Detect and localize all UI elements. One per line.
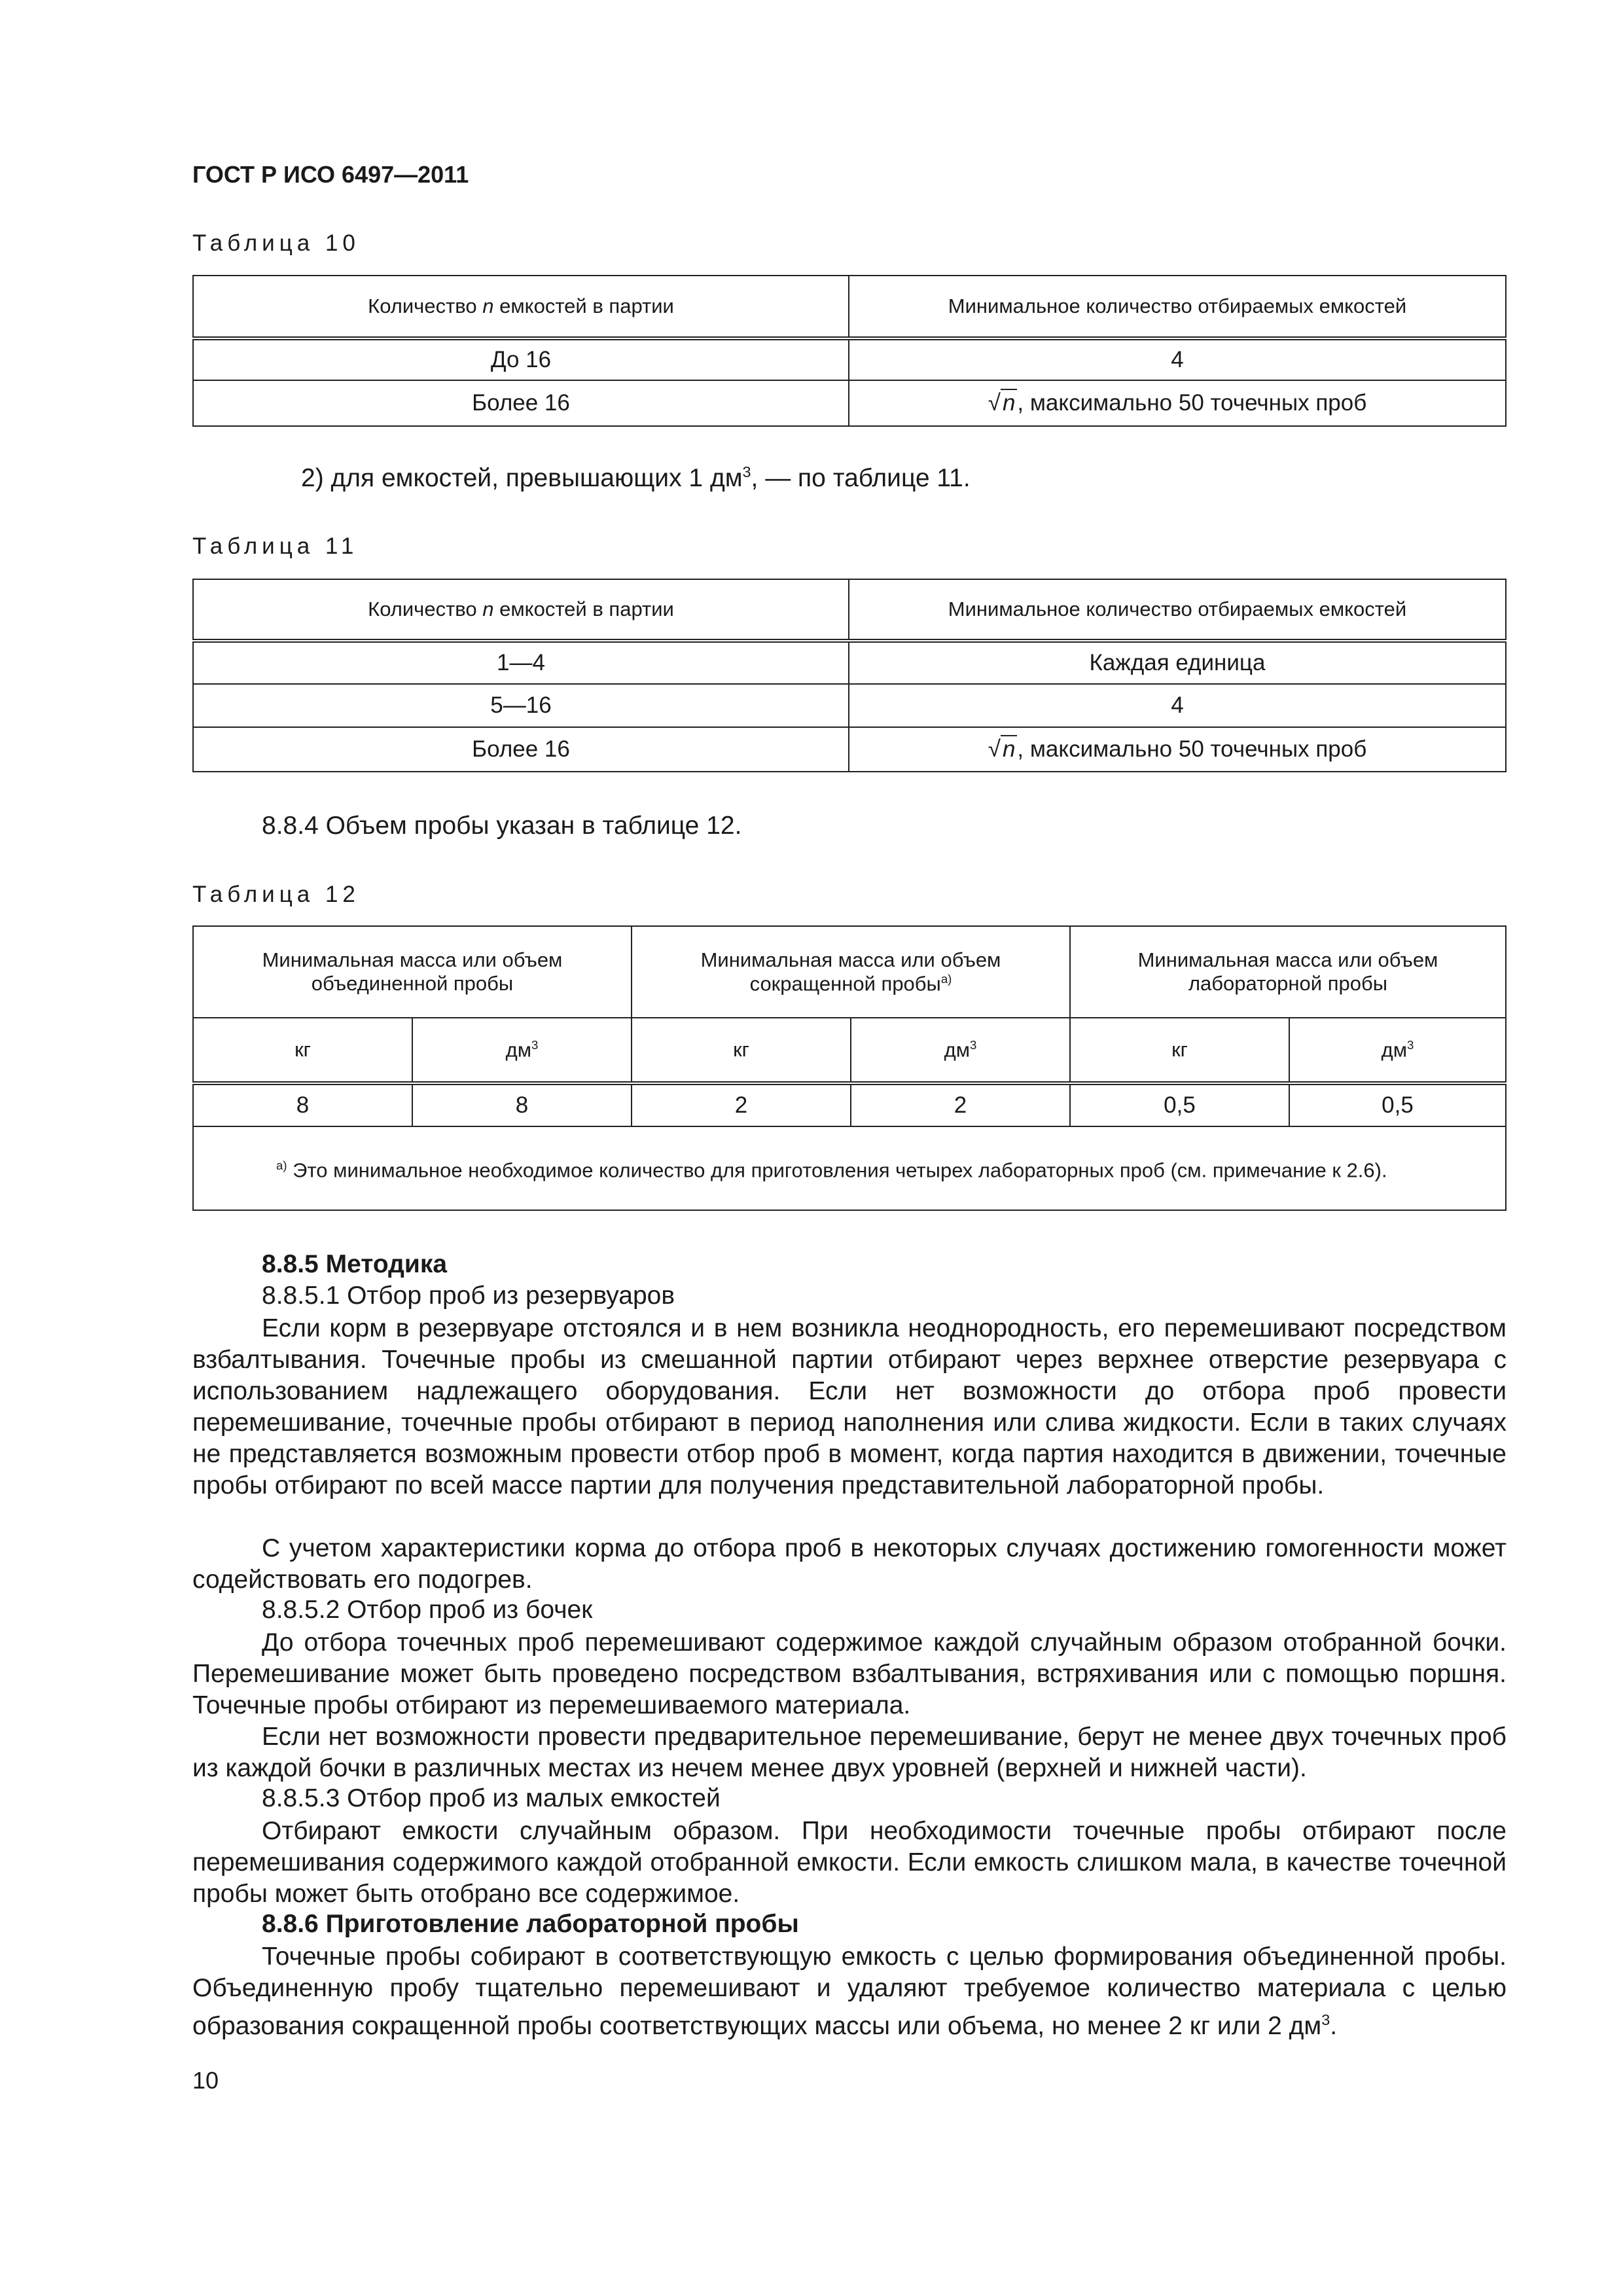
- table-cell: 5—16: [193, 684, 849, 727]
- table12-group-lab: Минимальная масса или объем лабораторной пробы: [1070, 926, 1506, 1018]
- unit-cell: кг: [193, 1018, 412, 1083]
- sqrt-symbol: √n: [988, 390, 1018, 416]
- table11-col2-header: Минимальное количество отбираемых емкостей: [849, 579, 1506, 641]
- table-cell: Более 16: [193, 380, 849, 426]
- table10-caption: Таблица 10: [192, 230, 360, 256]
- paragraph: Если корм в резервуаре отстоялся и в нем возникла неоднородность, его перемешивают посредством взбалтывания. Точечные пробы из смешанной партии отбирают через верхнее отверстие резервуара с использованием надлежащего оборудования. Если нет возможности до отбора проб провести перемешивание, точечные пробы отбирают в период наполнения или слива жидкости. Если в таких случаях не представляется возможным провести отбор проб в момент, когда партия находится в движении, точечные пробы отбирают по всей массе партии для получения представительной лабораторной пробы.: [192, 1314, 1507, 1499]
- table-cell: До 16: [193, 338, 849, 380]
- unit-cell: кг: [1070, 1018, 1289, 1083]
- value-cell: 8: [193, 1083, 412, 1126]
- table12-group-reduced: Минимальная масса или объем сокращенной пробы$^{а)}$: [632, 926, 1070, 1018]
- table12-caption: Таблица 12: [192, 882, 360, 907]
- table10-col2-header: Минимальное количество отбираемых емкостей: [849, 276, 1506, 338]
- table12: [192, 925, 1507, 1211]
- unit-cell: кг: [632, 1018, 851, 1083]
- table10: [192, 275, 1507, 427]
- section-8853-title: 8.8.5.3 Отбор проб из малых емкостей: [262, 1784, 721, 1812]
- paragraph: Точечные пробы собирают в соответствующую емкость с целью формирования объединенной пробы. Объединенную пробу тщательно перемешивают и удаляют требуемое количество материала с целью образования сокращенной пробы соответствующих массы или объема, но менее 2 кг или 2 $дм^3$.: [192, 1943, 1507, 2040]
- value-cell: 2: [851, 1083, 1070, 1126]
- paragraph-884: 8.8.4 Объем пробы указан в таблице 12.: [262, 812, 742, 840]
- table12-group-combined: Минимальная масса или объем объединенной пробы: [193, 926, 632, 1018]
- document-header: ГОСТ Р ИСО 6497—2011: [192, 161, 469, 188]
- paragraph: С учетом характеристики корма до отбора проб в некоторых случаях достижению гомогенности может содействовать его подогрев.: [192, 1534, 1507, 1594]
- table11: [192, 579, 1507, 772]
- table-cell: Каждая единица: [849, 641, 1506, 684]
- page-number: 10: [192, 2067, 219, 2094]
- table11-col1-header: Количество n емкостей в партии: [193, 579, 849, 641]
- table10-col1-header: Количество n емкостей в партии: [193, 276, 849, 338]
- sqrt-symbol: √n: [988, 736, 1018, 762]
- section-885-title: 8.8.5 Методика: [262, 1250, 448, 1278]
- paragraph: До отбора точечных проб перемешивают содержимое каждой случайным образом отобранной бочки. Перемешивание может быть проведено посредством взбалтывания, встряхивания или с помощью поршня. Точечные пробы отбирают из перемешиваемого материала.: [192, 1628, 1507, 1719]
- paragraph: Отбирают емкости случайным образом. При необходимости точечные пробы отбирают после перемешивания содержимого каждой отобранной емкости. Если емкость слишком мала, в качестве точечной пробы может быть отобрано все содержимое.: [192, 1817, 1507, 1908]
- unit-cell: $дм^3$: [412, 1018, 632, 1083]
- table-cell: √n, максимально 50 точечных проб: [849, 727, 1506, 772]
- value-cell: 8: [412, 1083, 632, 1126]
- section-8851-title: 8.8.5.1 Отбор проб из резервуаров: [262, 1282, 675, 1310]
- table-cell: 4: [849, 338, 1506, 380]
- table-cell: √n, максимально 50 точечных проб: [849, 380, 1506, 426]
- table12-footnote: $^{а)}$ Это минимальное необходимое количество для приготовления четырех лабораторных проб (см. примечание к 2.6).: [193, 1126, 1506, 1210]
- section-8852-title: 8.8.5.2 Отбор проб из бочек: [262, 1596, 593, 1624]
- value-cell: 0,5: [1070, 1083, 1289, 1126]
- paragraph-table11-ref: 2) для емкостей, превышающих 1 $дм^3$, — по таблице 11.: [301, 463, 971, 492]
- unit-cell: $дм^3$: [1289, 1018, 1506, 1083]
- section-886-title: 8.8.6 Приготовление лабораторной пробы: [262, 1910, 799, 1938]
- table-cell: Более 16: [193, 727, 849, 772]
- value-cell: 2: [632, 1083, 851, 1126]
- value-cell: 0,5: [1289, 1083, 1506, 1126]
- paragraph: Если нет возможности провести предварительное перемешивание, берут не менее двух точечных проб из каждой бочки в различных местах из нечем менее двух уровней (верхней и нижней части).: [192, 1723, 1507, 1782]
- unit-cell: $дм^3$: [851, 1018, 1070, 1083]
- table-cell: 4: [849, 684, 1506, 727]
- table-cell: 1—4: [193, 641, 849, 684]
- table11-caption: Таблица 11: [192, 533, 359, 559]
